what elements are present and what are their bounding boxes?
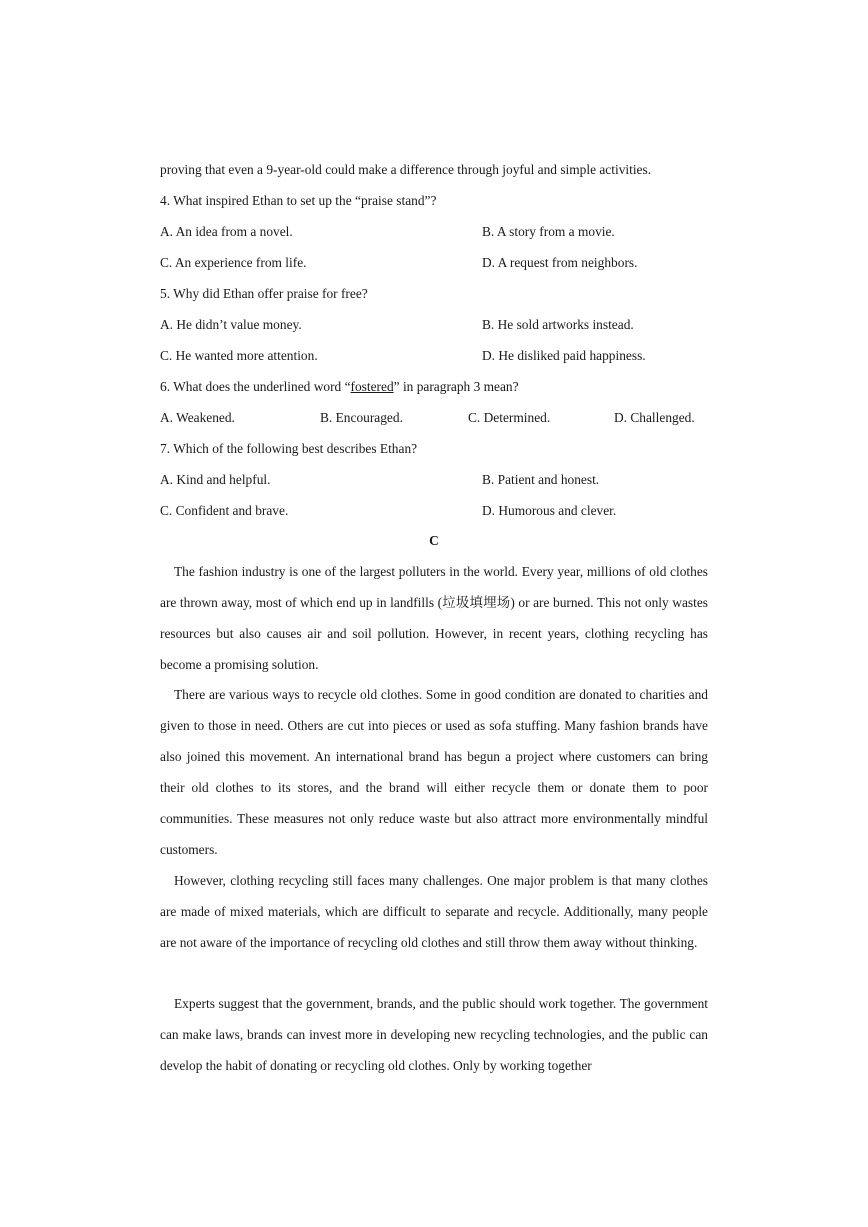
question-7-stem: 7. Which of the following best describes Ethan? bbox=[160, 441, 418, 456]
question-4-option-a[interactable]: A. An idea from a novel. bbox=[160, 224, 293, 239]
question-4-option-c[interactable]: C. An experience from life. bbox=[160, 255, 307, 270]
question-5-stem: 5. Why did Ethan offer praise for free? bbox=[160, 286, 368, 301]
question-4-option-d[interactable]: D. A request from neighbors. bbox=[482, 255, 638, 270]
question-5-option-d[interactable]: D. He disliked paid happiness. bbox=[482, 348, 646, 363]
question-7-option-d[interactable]: D. Humorous and clever. bbox=[482, 503, 617, 518]
section-c-paragraph-4: Experts suggest that the government, brands, and the public should work together. The government can make laws, brands can invest more in developing new recycling technologies, and the public can develop the habit of donating or recycling old clothes. Only by working together bbox=[160, 996, 708, 1073]
question-5-options-row-2 bbox=[160, 347, 710, 365]
section-c-title: C bbox=[429, 533, 439, 548]
question-6-option-c[interactable]: C. Determined. bbox=[468, 410, 551, 425]
question-5-option-c[interactable]: C. He wanted more attention. bbox=[160, 348, 318, 363]
question-5-options-row-1 bbox=[160, 316, 710, 334]
question-4-option-b[interactable]: B. A story from a movie. bbox=[482, 224, 615, 239]
question-6-option-a[interactable]: A. Weakened. bbox=[160, 410, 235, 425]
question-7-options-row-1 bbox=[160, 471, 710, 489]
question-5-option-b[interactable]: B. He sold artworks instead. bbox=[482, 317, 634, 332]
question-5-option-a[interactable]: A. He didn’t value money. bbox=[160, 317, 302, 332]
question-6-stem-post: ” in paragraph 3 mean? bbox=[393, 379, 519, 394]
question-6-option-d[interactable]: D. Challenged. bbox=[614, 410, 695, 425]
question-7-option-b[interactable]: B. Patient and honest. bbox=[482, 472, 600, 487]
passage-b-tail: proving that even a 9-year-old could make a difference through joyful and simple activities. bbox=[160, 162, 652, 177]
question-6-stem-pre: 6. What does the underlined word “ bbox=[160, 379, 351, 394]
section-c-paragraph-2: There are various ways to recycle old clothes. Some in good condition are donated to charities and given to those in need. Others are cut into pieces or used as sofa stuffing. Many fashion brands have also joined this movement. An international brand has begun a project where customers can bring their old clothes to its stores, and the brand will either recycle them or donate them to poor communities. These measures not only reduce waste but also attract more environmentally mindful customers. bbox=[160, 687, 708, 857]
section-c-paragraph-1: The fashion industry is one of the largest polluters in the world. Every year, millions of old clothes are thrown away, most of which end up in landfills (垃圾填埋场) or are burned. This not only wastes resources but also causes air and soil pollution. However, in recent years, clothing recycling has become a promising solution. bbox=[160, 564, 708, 672]
question-6-option-b[interactable]: B. Encouraged. bbox=[320, 410, 403, 425]
question-4-options-row-1 bbox=[160, 223, 710, 241]
question-6-options-row bbox=[160, 409, 710, 427]
question-7-option-a[interactable]: A. Kind and helpful. bbox=[160, 472, 271, 487]
question-6-stem bbox=[160, 378, 519, 396]
section-c-paragraph-3: However, clothing recycling still faces many challenges. One major problem is that many clothes are made of mixed materials, which are difficult to separate and recycle. Additionally, many people are not aware of the importance of recycling old clothes and still throw them away without thinking. bbox=[160, 873, 708, 950]
question-7-option-c[interactable]: C. Confident and brave. bbox=[160, 503, 289, 518]
question-6-underlined-word: fostered bbox=[350, 379, 394, 394]
question-4-options-row-2 bbox=[160, 254, 710, 272]
question-4-stem: 4. What inspired Ethan to set up the “praise stand”? bbox=[160, 193, 437, 208]
question-7-options-row-2 bbox=[160, 502, 710, 520]
